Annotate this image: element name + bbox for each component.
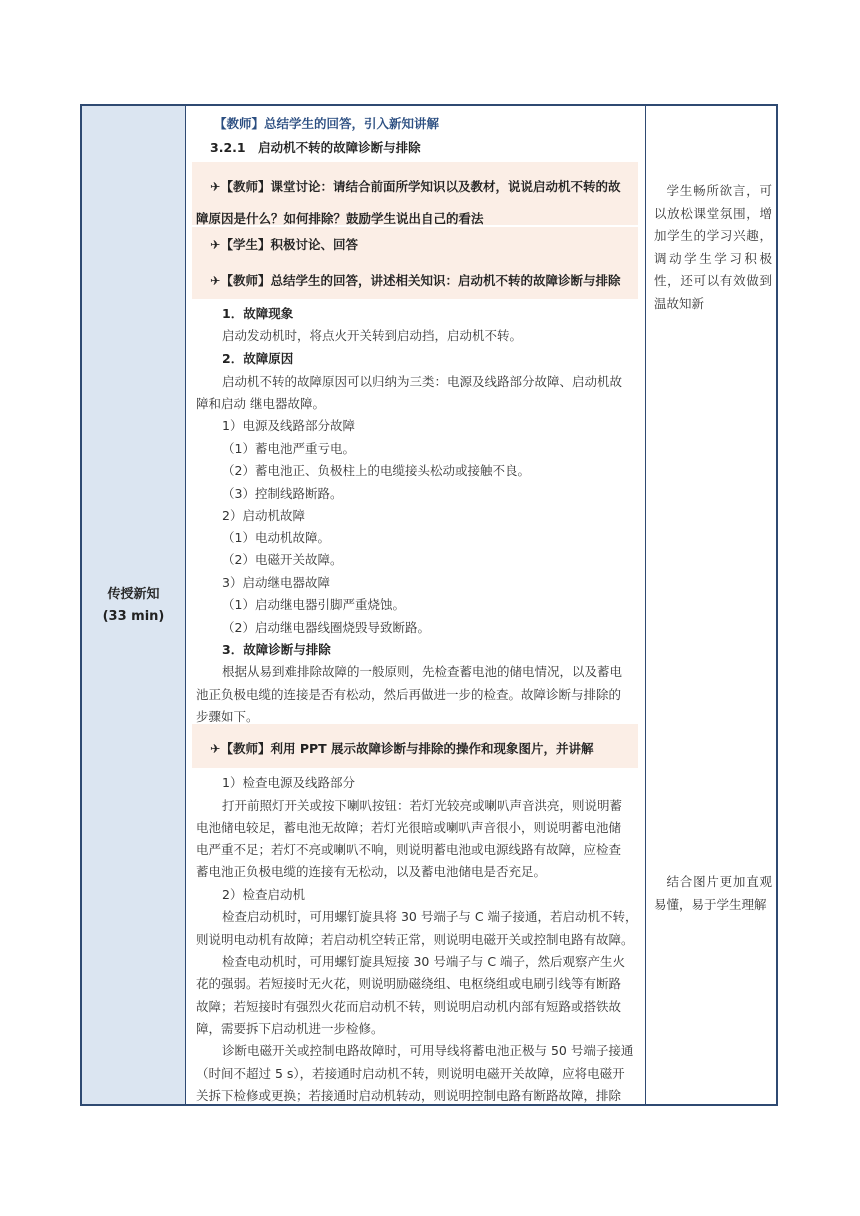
content-line: 诊断电磁开关或控制电路故障时，可用导线将蓄电池正极与 50 号端子接通 <box>222 1043 634 1058</box>
content-line: 池正负极电缆的连接是否有松动，然后再做进一步的检查。故障诊断与排除的 <box>196 687 622 702</box>
content-line: 打开前照灯开关或按下喇叭按钮：若灯光较亮或喇叭声音洪亮，则说明蓄 <box>222 798 623 813</box>
content-line: 关拆下检修或更换；若接通时启动机转动，则说明控制电路有断路故障，排除 <box>196 1088 622 1103</box>
content-line: （1）蓄电池严重亏电。 <box>222 441 355 456</box>
content-line: 障，需要拆下启动机进一步检修。 <box>196 1021 384 1036</box>
content-line: 蓄电池正负极电缆的连接有无松动，以及蓄电池储电是否充足。 <box>196 864 547 879</box>
content-line: 根据从易到难排除故障的一般原则，先检查蓄电池的储电情况，以及蓄电 <box>222 664 623 679</box>
section-heading: 3.2.1 启动机不转的故障诊断与排除 <box>210 140 421 155</box>
content-line: （2）蓄电池正、负极柱上的电缆接头松动或接触不良。 <box>222 463 530 478</box>
content-line: （3）控制线路断路。 <box>222 486 343 501</box>
content-line: 故障；若短接时有强烈火花而启动机不转，则说明启动机内部有短路或搭铁故 <box>196 999 622 1014</box>
lesson-table <box>80 104 778 1106</box>
content-line: （1）启动继电器引脚严重烧蚀。 <box>222 597 405 612</box>
content-line: 1．故障现象 <box>222 306 294 321</box>
content-line: 步骤如下。 <box>196 709 259 724</box>
content-line: 检查电动机时，可用螺钉旋具短接 30 号端子与 C 端子，然后观察产生火 <box>222 954 626 969</box>
content-line: 【教师】总结学生的回答，引入新知讲解 <box>214 116 440 131</box>
content-line: 1）电源及线路部分故障 <box>222 418 355 433</box>
content-line: ✈【学生】积极讨论、回答 <box>210 237 358 252</box>
content-line: （1）电动机故障。 <box>222 530 330 545</box>
content-line: 障原因是什么？如何排除？鼓励学生说出自己的看法 <box>196 211 484 226</box>
phase-time: (33 min) <box>102 609 165 624</box>
content-line: 花的强弱。若短接时无火花，则说明励磁绕组、电枢绕组或电刷引线等有断路 <box>196 976 622 991</box>
phase-column <box>82 106 186 1104</box>
content-line: （2）电磁开关故障。 <box>222 552 343 567</box>
content-line: 电池储电较足，蓄电池无故障；若灯光很暗或喇叭声音很小，则说明蓄电池储 <box>196 820 622 835</box>
content-line: 启动发动机时，将点火开关转到启动挡，启动机不转。 <box>222 328 523 343</box>
note-student-engagement: 学生畅所欲言，可以放松课堂氛围，增加学生的学习兴趣，调动学生学习积极性，还可以有效做到温故知新 <box>654 183 772 311</box>
content-line: 障和启动 继电器故障。 <box>196 396 325 411</box>
content-line: 3）启动继电器故障 <box>222 575 330 590</box>
phase-label <box>82 584 185 628</box>
content-line: 检查启动机时，可用螺钉旋具将 30 号端子与 C 端子接通，若启动机不转， <box>222 909 638 924</box>
content-column <box>186 106 647 1104</box>
content-line: 则说明电动机有故障；若启动机空转正常，则说明电磁开关或控制电路有故障。 <box>196 932 634 947</box>
notes-column <box>645 106 776 1104</box>
content-line: ✈【教师】利用 PPT 展示故障诊断与排除的操作和现象图片，并讲解 <box>210 741 594 756</box>
content-line: 3．故障诊断与排除 <box>222 642 331 657</box>
content-line: （时间不超过 5 s），若接通时启动机不转，则说明电磁开关故障，应将电磁开 <box>196 1066 625 1081</box>
content-line: 1）检查电源及线路部分 <box>222 775 355 790</box>
phase-title: 传授新知 <box>107 587 160 602</box>
content-line: 2）检查启动机 <box>222 887 305 902</box>
content-line: ✈【教师】总结学生的回答，讲述相关知识：启动机不转的故障诊断与排除 <box>210 273 621 288</box>
note-visual-aid: 结合图片更加直观易懂，易于学生理解 <box>654 874 772 912</box>
content-line: （2）启动继电器线圈烧毁导致断路。 <box>222 620 430 635</box>
content-line: 电严重不足；若灯不亮或喇叭不响，则说明蓄电池或电源线路有故障，应检查 <box>196 842 622 857</box>
content-line: ✈【教师】课堂讨论：请结合前面所学知识以及教材，说说启动机不转的故 <box>210 179 621 194</box>
content-line: 启动机不转的故障原因可以归纳为三类：电源及线路部分故障、启动机故 <box>222 374 623 389</box>
content-line: 2．故障原因 <box>222 351 294 366</box>
content-line: 2）启动机故障 <box>222 508 305 523</box>
